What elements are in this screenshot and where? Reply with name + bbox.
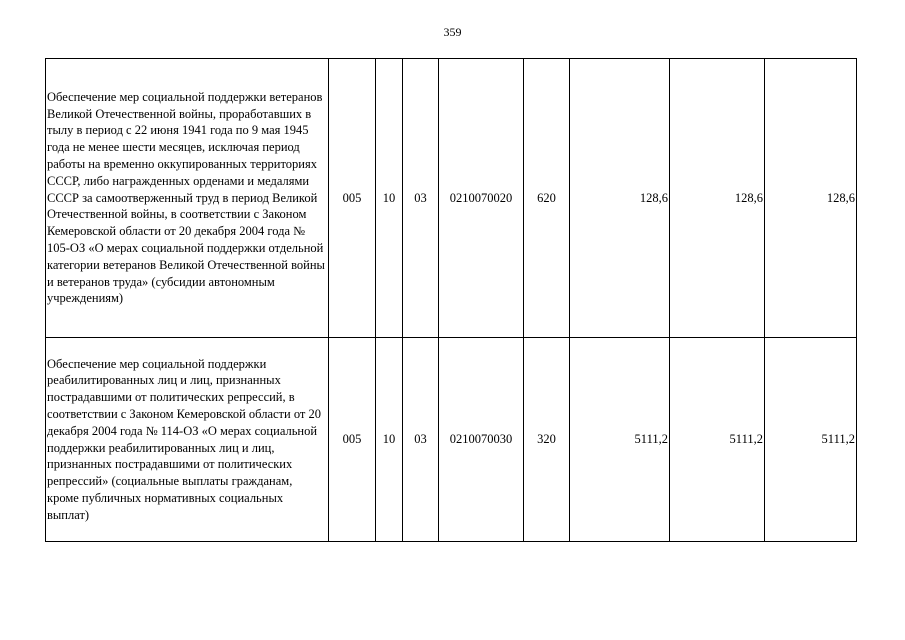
amount-cell-3: 5111,2 bbox=[765, 338, 857, 542]
subsection-code-cell: 03 bbox=[403, 59, 439, 338]
amount-cell-2: 128,6 bbox=[670, 59, 765, 338]
ministry-code-cell: 005 bbox=[329, 338, 376, 542]
target-article-code-cell: 0210070030 bbox=[439, 338, 524, 542]
table-row bbox=[46, 59, 857, 338]
target-article-code-cell: 0210070020 bbox=[439, 59, 524, 338]
amount-cell-2: 5111,2 bbox=[670, 338, 765, 542]
amount-cell-1: 5111,2 bbox=[570, 338, 670, 542]
table-row bbox=[46, 338, 857, 542]
subsection-code-cell: 03 bbox=[403, 338, 439, 542]
section-code-cell: 10 bbox=[376, 338, 403, 542]
budget-table bbox=[45, 58, 857, 542]
row-description: Обеспечение мер социальной поддержки реабилитированных лиц и лиц, признанных пострадавшими от политических репрессий, в соответствии с Законом Кемеровской области от 20 декабря 2004 года № 114-ОЗ «О мерах социальной поддержки реабилитированных лиц и лиц, признанных пострадавшими от политических репрессий» (социальные выплаты гражданам, кроме публичных нормативных социальных выплат) bbox=[46, 338, 329, 542]
section-code-cell: 10 bbox=[376, 59, 403, 338]
row-description: Обеспечение мер социальной поддержки ветеранов Великой Отечественной войны, проработавших в тылу в период с 22 июня 1941 года по 9 мая 1945 года не менее шести месяцев, исключая период работы на временно оккупированных территориях СССР, либо награжденных орденами и медалями СССР за самоотверженный труд в период Великой Отечественной войны, в соответствии с Законом Кемеровской области от 20 декабря 2004 года № 105-ОЗ «О мерах социальной поддержки отдельной категории ветеранов Великой Отечественной войны и ветеранов труда» (субсидии автономным учреждениям) bbox=[46, 59, 329, 338]
expense-type-code-cell: 620 bbox=[524, 59, 570, 338]
amount-cell-1: 128,6 bbox=[570, 59, 670, 338]
ministry-code-cell: 005 bbox=[329, 59, 376, 338]
expense-type-code-cell: 320 bbox=[524, 338, 570, 542]
amount-cell-3: 128,6 bbox=[765, 59, 857, 338]
page-number: 359 bbox=[443, 25, 462, 39]
